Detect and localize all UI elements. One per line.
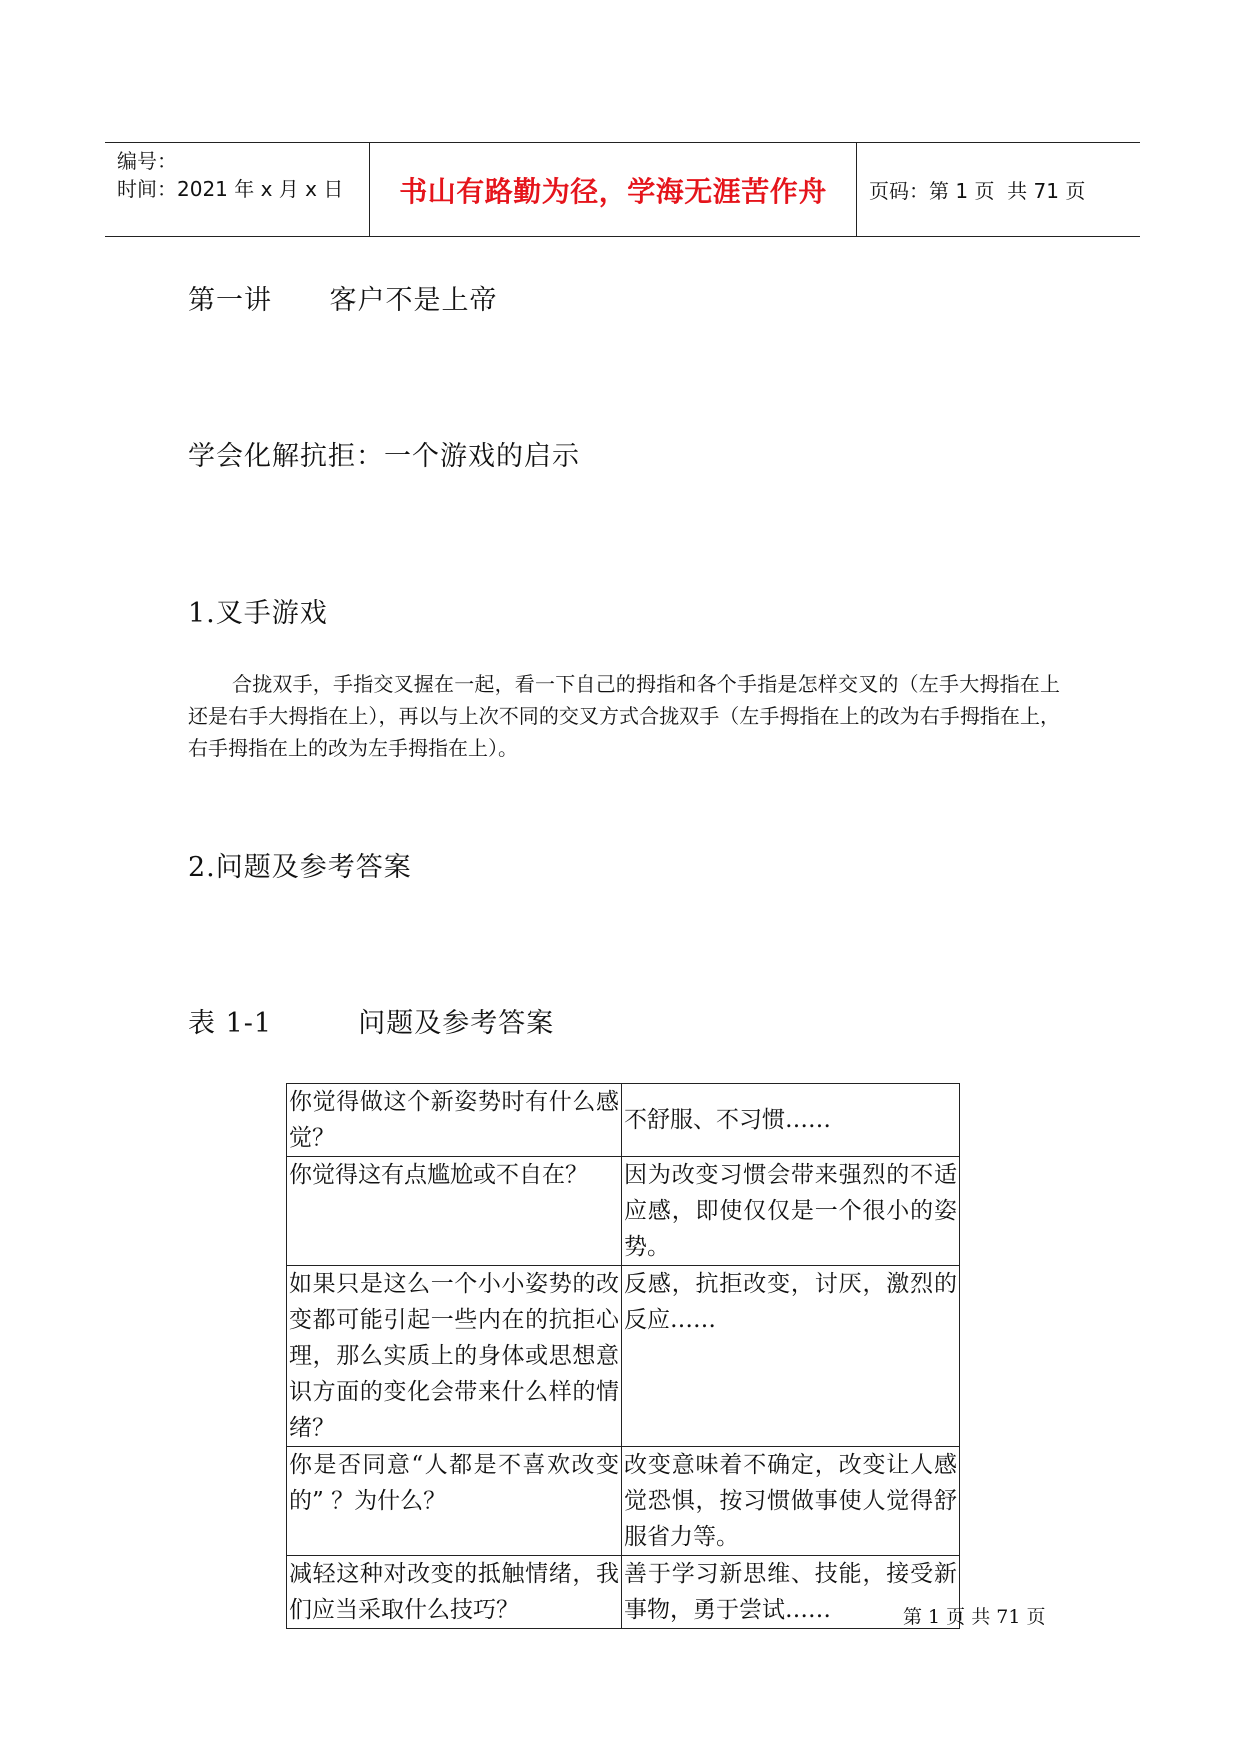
- question-cell: 你觉得做这个新姿势时有什么感觉？: [287, 1084, 622, 1157]
- question-cell: 减轻这种对改变的抵触情绪，我们应当采取什么技巧？: [287, 1556, 622, 1629]
- table-row: [287, 1084, 960, 1157]
- header-motto: 书山有路勤为径，学海无涯苦作舟: [370, 143, 857, 236]
- answer-cell: 因为改变习惯会带来强烈的不适应感，即使仅仅是一个很小的姿势。: [622, 1157, 960, 1266]
- answer-cell: 反感，抗拒改变，讨厌，激烈的反应……: [622, 1266, 960, 1447]
- question-cell: 你觉得这有点尴尬或不自在？: [287, 1157, 622, 1266]
- time-label: 时间：2021 年 x 月 x 日: [117, 177, 344, 201]
- page-footer: 第 1 页 共 71 页: [903, 1606, 1046, 1628]
- header-page-cell: [857, 143, 1140, 236]
- subsection-title-1: 1.叉手游戏: [188, 598, 328, 629]
- qa-table: [286, 1083, 960, 1629]
- game-instructions-paragraph: 合拢双手，手指交叉握在一起，看一下自己的拇指和各个手指是怎样交叉的（左手大拇指在上还是右手大拇指在上），再以与上次不同的交叉方式合拢双手（左手拇指在上的改为右手拇指在上，右手拇指在上的改为左手拇指在上）。: [188, 672, 1060, 760]
- answer-cell: 不舒服、不习惯……: [622, 1084, 960, 1157]
- subsection-title-2: 2.问题及参考答案: [188, 852, 412, 883]
- lecture-title: 第一讲 客户不是上帝: [188, 285, 498, 316]
- header-page-info: 页码：第 1 页 共 71 页: [869, 179, 1086, 203]
- code-label: 编号：: [117, 149, 177, 173]
- header-meta-cell: [105, 143, 370, 236]
- table-caption: 表 1-1 问题及参考答案: [188, 1008, 555, 1039]
- section-title: 学会化解抗拒：一个游戏的启示: [188, 441, 580, 472]
- question-cell: 你是否同意“人都是不喜欢改变的” ？为什么？: [287, 1447, 622, 1556]
- answer-cell: 改变意味着不确定，改变让人感觉恐惧，按习惯做事使人觉得舒服省力等。: [622, 1447, 960, 1556]
- table-row: [287, 1447, 960, 1556]
- table-row: [287, 1556, 960, 1629]
- answer-cell: 善于学习新思维、技能，接受新事物，勇于尝试……: [622, 1556, 960, 1629]
- table-row: [287, 1157, 960, 1266]
- question-cell: 如果只是这么一个小小姿势的改变都可能引起一些内在的抗拒心理，那么实质上的身体或思想意识方面的变化会带来什么样的情绪？: [287, 1266, 622, 1447]
- document-header: [105, 142, 1140, 237]
- table-row: [287, 1266, 960, 1447]
